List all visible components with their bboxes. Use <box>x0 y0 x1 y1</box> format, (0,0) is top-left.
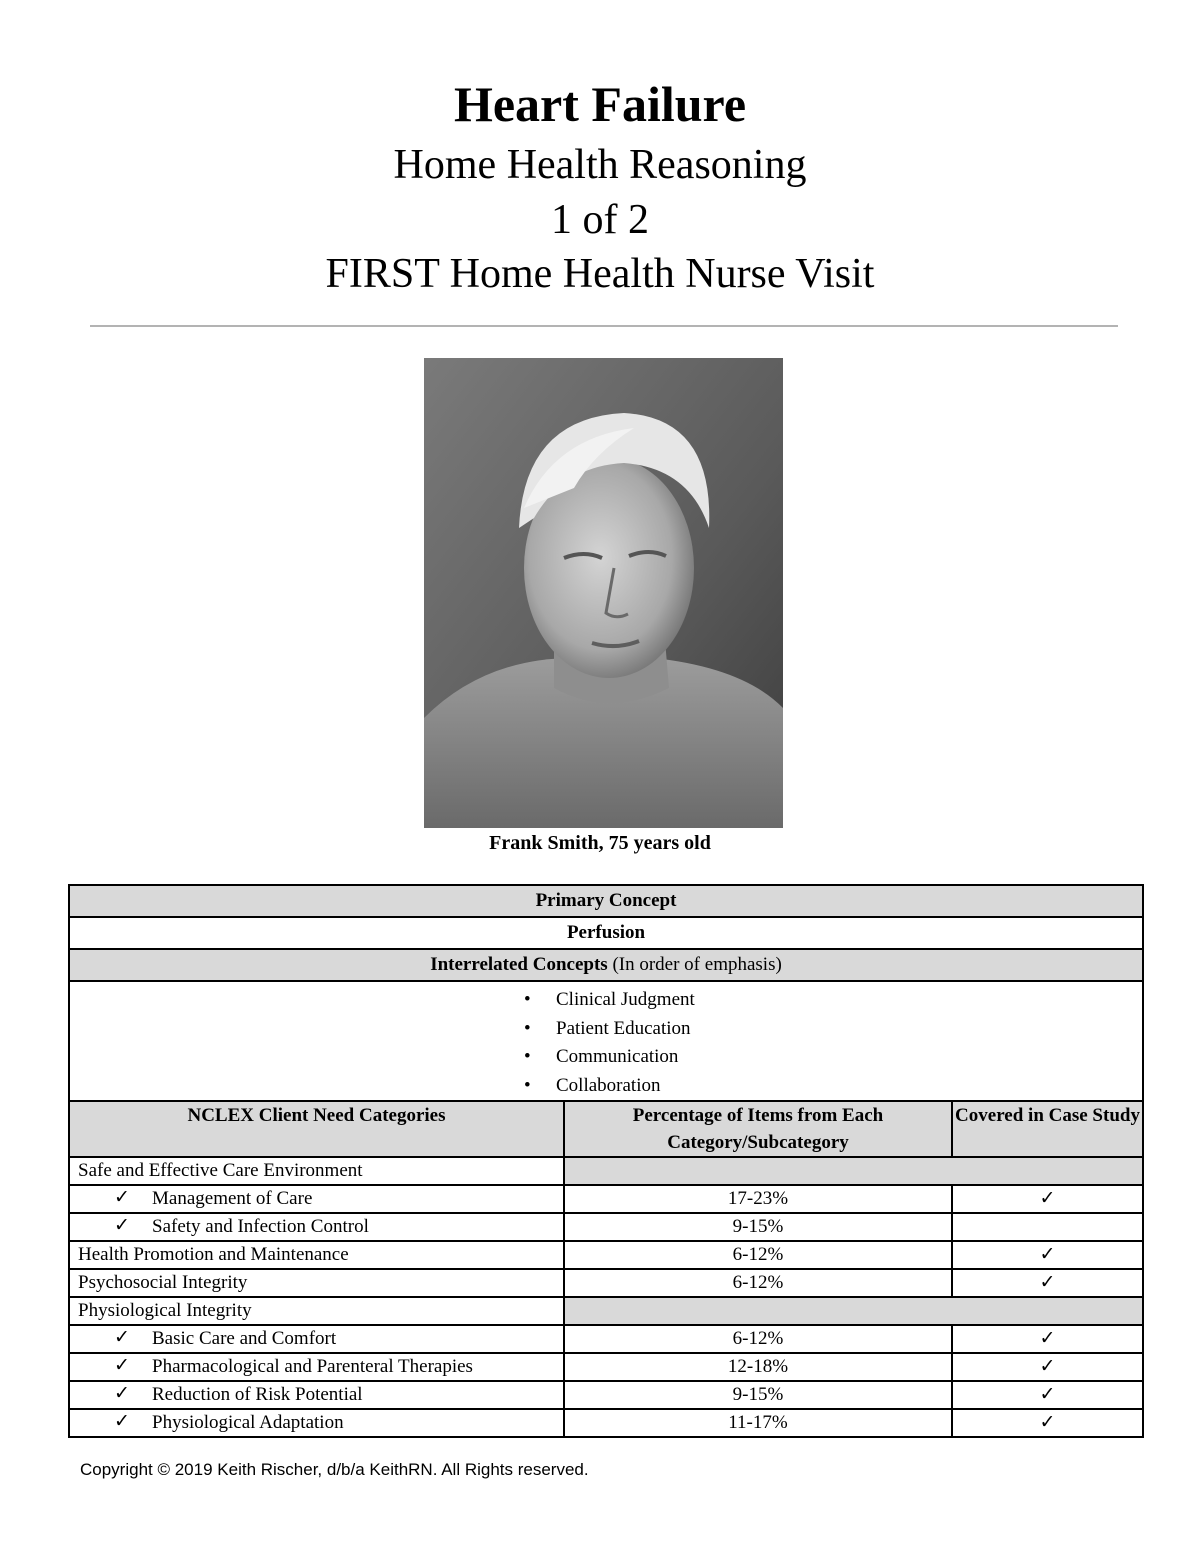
checkmark-icon: ✓ <box>114 1327 130 1348</box>
checkmark-icon: ✓ <box>114 1355 130 1376</box>
percentage-cell: 9-15% <box>564 1213 952 1241</box>
interrelated-concepts-label: Interrelated Concepts <box>430 954 608 975</box>
category-cell: Psychosocial Integrity <box>69 1269 564 1297</box>
list-item: • Collaboration <box>524 1072 924 1101</box>
percentage-cell: 6-12% <box>564 1241 952 1269</box>
table-row <box>69 1241 1143 1269</box>
covered-cell: ✓ <box>952 1269 1143 1297</box>
covered-cell: ✓ <box>952 1353 1143 1381</box>
table-row <box>69 1185 1143 1213</box>
concepts-table <box>68 884 1144 1438</box>
subcategory-cell: ✓ Safety and Infection Control <box>69 1213 564 1241</box>
covered-cell: ✓ <box>952 1185 1143 1213</box>
copyright-notice: Copyright © 2019 Keith Rischer, d/b/a KeithRN. All Rights reserved. <box>80 1460 589 1479</box>
covered-cell: ✓ <box>952 1325 1143 1353</box>
category-cell: Physiological Integrity <box>69 1297 564 1325</box>
patient-photo <box>424 358 783 828</box>
primary-concept-value: Perfusion <box>69 917 1143 949</box>
bullet-icon: • <box>524 1046 531 1067</box>
subcategory-cell: ✓ Reduction of Risk Potential <box>69 1381 564 1409</box>
covered-cell: ✓ <box>952 1241 1143 1269</box>
primary-concept-header: Primary Concept <box>69 885 1143 917</box>
list-item: • Communication <box>524 1043 924 1072</box>
table-row <box>69 1325 1143 1353</box>
column-header-categories: NCLEX Client Need Categories <box>69 1101 564 1157</box>
patient-portrait-illustration <box>424 358 783 828</box>
shaded-cell <box>564 1157 1143 1185</box>
percentage-cell: 17-23% <box>564 1185 952 1213</box>
subcategory-cell: ✓ Management of Care <box>69 1185 564 1213</box>
column-header-covered: Covered in Case Study <box>952 1101 1143 1157</box>
horizontal-divider <box>90 325 1118 327</box>
table-row <box>69 1269 1143 1297</box>
interrelated-concepts-list-cell <box>69 981 1143 1101</box>
list-item: • Patient Education <box>524 1015 924 1044</box>
subcategory-cell: ✓ Physiological Adaptation <box>69 1409 564 1437</box>
covered-cell: ✓ <box>952 1381 1143 1409</box>
interrelated-concepts-list <box>524 986 924 1100</box>
category-cell: Safe and Effective Care Environment <box>69 1157 564 1185</box>
page-subtitle: Home Health Reasoning <box>393 142 807 188</box>
interrelated-concepts-note: (In order of emphasis) <box>607 954 782 975</box>
checkmark-icon: ✓ <box>114 1187 130 1208</box>
category-cell: Health Promotion and Maintenance <box>69 1241 564 1269</box>
percentage-cell: 11-17% <box>564 1409 952 1437</box>
column-header-percentage: Percentage of Items from Each Category/Subcategory <box>564 1101 952 1157</box>
table-row <box>69 1381 1143 1409</box>
bullet-icon: • <box>524 1017 531 1039</box>
photo-caption: Frank Smith, 75 years old <box>489 832 711 854</box>
percentage-cell: 12-18% <box>564 1353 952 1381</box>
table-row <box>69 1409 1143 1437</box>
subcategory-cell: ✓ Basic Care and Comfort <box>69 1325 564 1353</box>
table-row <box>69 1297 1143 1325</box>
shaded-cell <box>564 1297 1143 1325</box>
percentage-cell: 6-12% <box>564 1325 952 1353</box>
bullet-icon: • <box>524 1074 531 1096</box>
list-item: • Clinical Judgment <box>524 986 924 1015</box>
page-title: Heart Failure <box>453 76 747 132</box>
checkmark-icon: ✓ <box>114 1383 130 1404</box>
covered-cell: ✓ <box>952 1409 1143 1437</box>
part-indicator: 1 of 2 <box>551 197 649 243</box>
percentage-cell: 9-15% <box>564 1381 952 1409</box>
checkmark-icon: ✓ <box>114 1411 130 1432</box>
percentage-cell: 6-12% <box>564 1269 952 1297</box>
interrelated-concepts-header <box>69 949 1143 981</box>
bullet-icon: • <box>524 989 531 1010</box>
table-row <box>69 1213 1143 1241</box>
visit-title: FIRST Home Health Nurse Visit <box>325 251 875 297</box>
table-row <box>69 1353 1143 1381</box>
covered-cell <box>952 1213 1143 1241</box>
table-row <box>69 1157 1143 1185</box>
subcategory-cell: ✓ Pharmacological and Parenteral Therapies <box>69 1353 564 1381</box>
checkmark-icon: ✓ <box>114 1215 130 1236</box>
